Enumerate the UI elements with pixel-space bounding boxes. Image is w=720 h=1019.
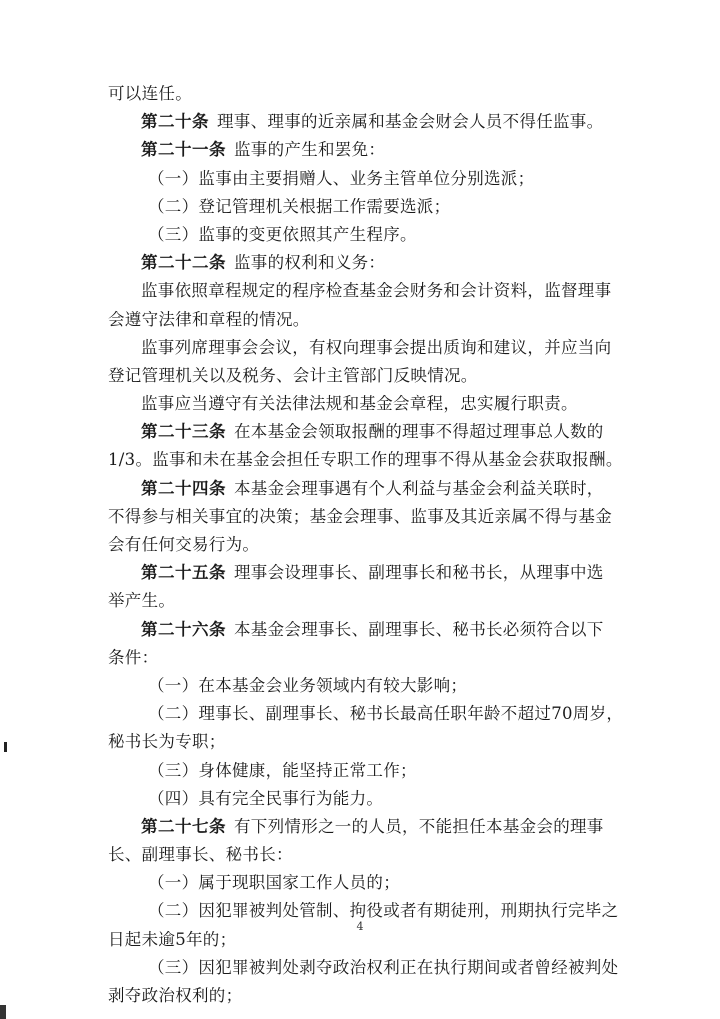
article-heading: 第二十三条 (141, 422, 226, 442)
text-line: （二）因犯罪被判处管制、拘役或者有期徒刑，刑期执行完毕之 (148, 901, 619, 921)
text-line: 监事依照章程规定的程序检查基金会财务和会计资料，监督理事 (141, 281, 612, 301)
text-line: 1/3。监事和未在基金会担任专职工作的理事不得从基金会获取报酬。 (108, 450, 623, 470)
article-line: 第二十四条 本基金会理事遇有个人利益与基金会利益关联时， (141, 478, 604, 498)
article-heading: 第二十五条 (141, 563, 226, 583)
text-line: （一）在本基金会业务领域内有较大影响； (148, 675, 468, 695)
scan-artifact (0, 1005, 6, 1019)
text-line: （三）身体健康，能坚持正常工作； (148, 760, 417, 780)
text-line: 登记管理机关以及税务、会计主管部门反映情况。 (108, 365, 478, 385)
article-heading: 第二十六条 (141, 619, 226, 639)
article-heading: 第二十条 (141, 112, 209, 132)
text-line: 监事列席理事会会议，有权向理事会提出质询和建议，并应当向 (141, 337, 612, 357)
text-line: 剥夺政治权利的； (108, 986, 243, 1005)
article-line: 第二十六条 本基金会理事长、副理事长、秘书长必须符合以下 (141, 619, 604, 639)
text-line: 可以连任。 (108, 84, 192, 103)
article-heading: 第二十一条 (141, 140, 226, 160)
text-line: 长、副理事长、秘书长： (108, 845, 293, 865)
text-line: （三）监事的变更依照其产生程序。 (148, 224, 417, 244)
article-line: 第二十五条 理事会设理事长、副理事长和秘书长，从理事中选 (141, 563, 604, 583)
text-line: （四）具有完全民事行为能力。 (148, 788, 384, 808)
article-line: 第二十二条 监事的权利和义务： (141, 253, 386, 273)
text-line: （二）理事长、副理事长、秘书长最高任职年龄不超过70周岁， (148, 704, 624, 724)
article-line: 第二十七条 有下列情形之一的人员，不能担任本基金会的理事 (141, 816, 604, 836)
text-line: （二）登记管理机关根据工作需要选派； (148, 196, 451, 216)
text-line: 不得参与相关事宜的决策；基金会理事、监事及其近亲属不得与基金 (108, 506, 612, 526)
text-line: 举产生。 (108, 591, 176, 611)
article-line: 第二十三条 在本基金会领取报酬的理事不得超过理事总人数的 (141, 422, 604, 442)
article-heading: 第二十四条 (141, 478, 226, 498)
article-line: 第二十条 理事、理事的近亲属和基金会财会人员不得任监事。 (141, 112, 604, 132)
text-line: 条件： (108, 647, 159, 667)
document-page (108, 80, 624, 1010)
text-line: （一）属于现职国家工作人员的； (148, 873, 400, 893)
text-line: 会遵守法律和章程的情况。 (108, 309, 310, 329)
article-line: 第二十一条 监事的产生和罢免： (141, 140, 386, 160)
text-line: 秘书长为专职； (108, 732, 226, 752)
article-heading: 第二十七条 (141, 816, 226, 836)
text-line: 监事应当遵守有关法律法规和基金会章程，忠实履行职责。 (141, 394, 578, 414)
text-line: （一）监事由主要捐赠人、业务主管单位分别选派； (148, 168, 535, 188)
article-heading: 第二十二条 (141, 253, 226, 273)
text-line: 日起未逾5年的； (108, 929, 237, 949)
scan-artifact (4, 742, 7, 752)
page-number: 4 (356, 920, 364, 933)
text-line: （三）因犯罪被判处剥夺政治权利正在执行期间或者曾经被判处 (148, 957, 619, 977)
text-line: 会有任何交易行为。 (108, 535, 260, 554)
